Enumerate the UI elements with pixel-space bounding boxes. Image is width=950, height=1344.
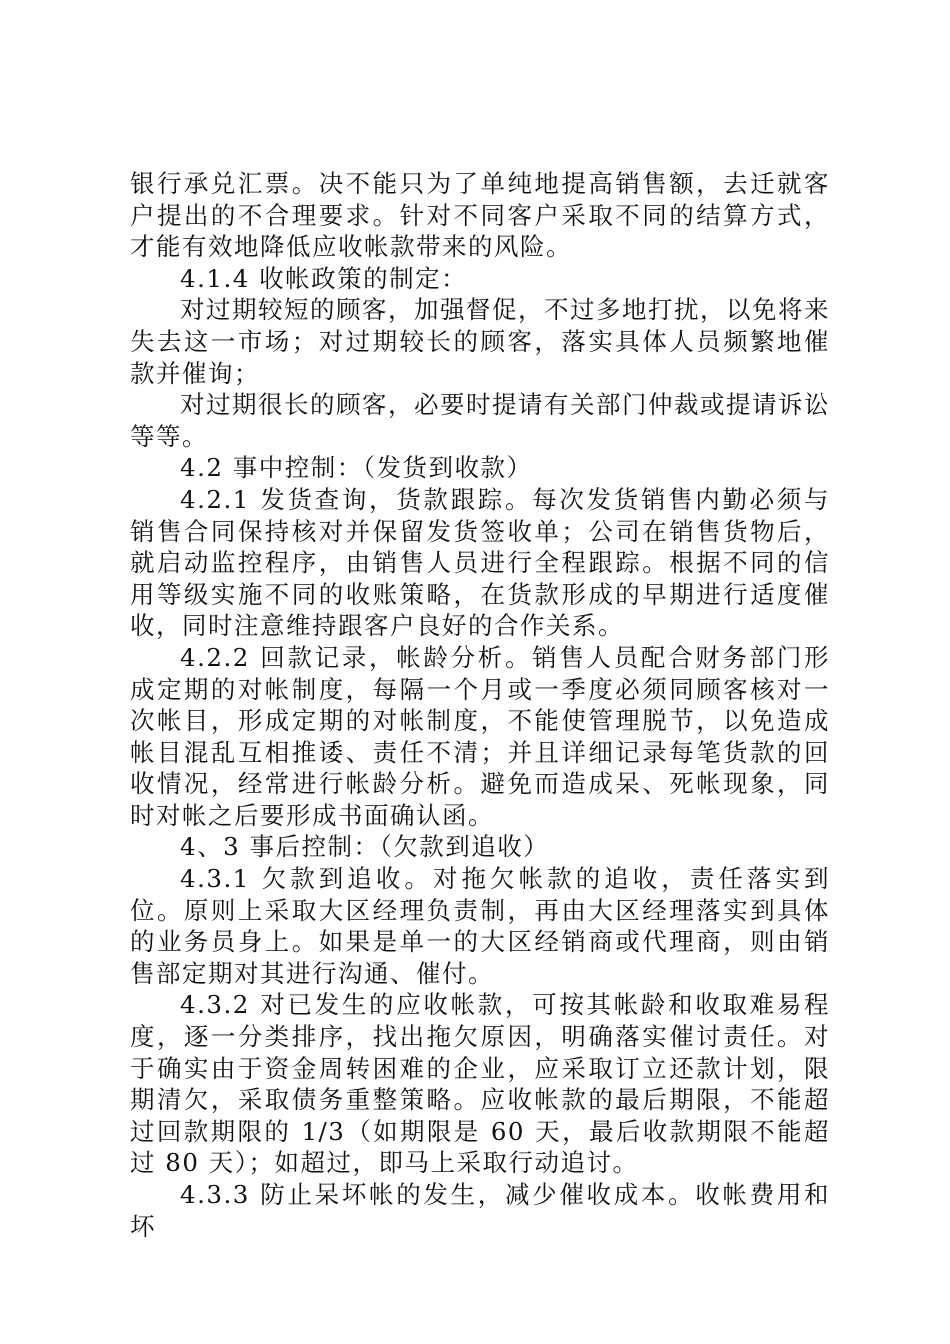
paragraph-short-overdue: 对过期较短的顾客，加强督促，不过多地打扰，以免将来失去这一市场；对过期较长的顾客，落实具体人员频繁地催款并催询； [130, 295, 830, 388]
paragraph-long-overdue: 对过期很长的顾客，必要时提请有关部门仲裁或提请诉讼等等。 [130, 390, 830, 451]
paragraph-4-2-1: 4.2.1 发货查询，货款跟踪。每次发货销售内勤必须与销售合同保持核对并保留发货签收单；公司在销售货物后，就启动监控程序，由销售人员进行全程跟踪。根据不同的信用等级实施不同的收账策略，在货款形成的早期进行适度催收，同时注意维持跟客户良好的合作关系。 [130, 484, 830, 641]
section-heading-4-2: 4.2 事中控制：（发货到收款） [180, 453, 533, 483]
paragraph-4-3-1: 4.3.1 欠款到追收。对拖欠帐款的追收，责任落实到位。原则上采取大区经理负责制，再由大区经理落实到具体的业务员身上。如果是单一的大区经销商或代理商，则由销售部定期对其进行沟通、催付。 [130, 864, 830, 988]
document-body [130, 168, 830, 1242]
paragraph-4-3-2: 4.3.2 对已发生的应收帐款，可按其帐龄和收取难易程度，逐一分类排序，找出拖欠原因，明确落实催讨责任。对于确实由于资金周转困难的企业，应采取订立还款计划，限期清欠，采取债务重整策略。应收帐款的最后期限，不能超过回款期限的 1/3（如期限是 60 天，最后收款期限不能超过 80 天）；如超过，即马上采取行动追讨。 [130, 990, 830, 1178]
section-heading-4-1-4: 4.1.4 收帐政策的制定： [180, 263, 468, 293]
paragraph-4-2-2: 4.2.2 回款记录，帐龄分析。销售人员配合财务部门形成定期的对帐制度，每隔一个月或一季度必须同顾客核对一次帐目，形成定期的对帐制度，不能使管理脱节，以免造成帐目混乱互相推诿、责任不清；并且详细记录每笔货款的回收情况，经常进行帐龄分析。避免而造成呆、死帐现象，同时对帐之后要形成书面确认函。 [130, 642, 830, 830]
section-heading-4-3: 4、3 事后控制：（欠款到追收） [180, 832, 550, 862]
paragraph-continuation: 银行承兑汇票。决不能只为了单纯地提高销售额，去迁就客户提出的不合理要求。针对不同客户采取不同的结算方式，才能有效地降低应收帐款带来的风险。 [130, 169, 830, 262]
paragraph-4-3-3: 4.3.3 防止呆坏帐的发生，减少催收成本。收帐费用和坏 [130, 1180, 830, 1241]
